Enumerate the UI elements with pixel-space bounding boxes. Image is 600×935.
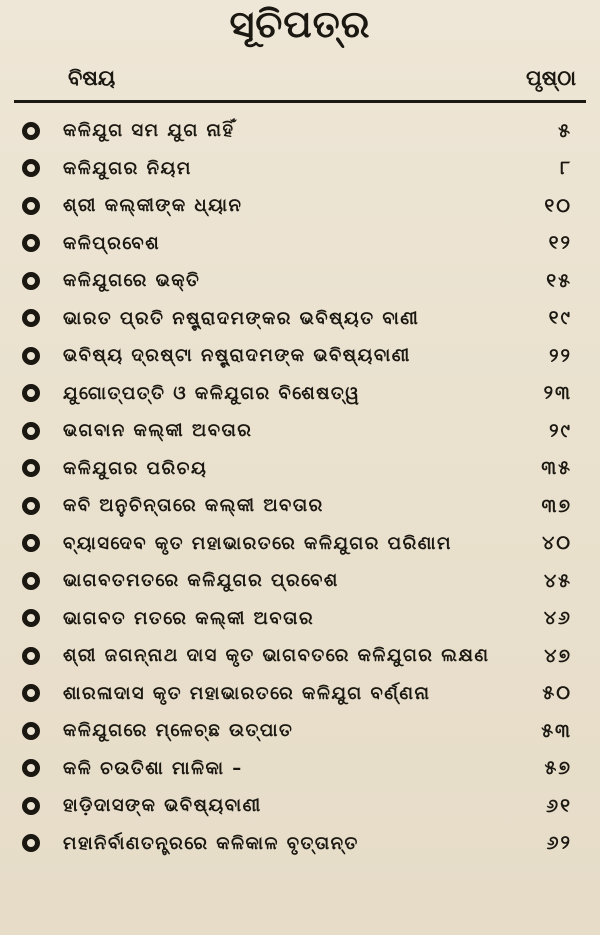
entry-title: ଭଗବାନ କଲ୍କୀ ଅବତାର [63,420,253,442]
entry-page-number: ୧୨ [548,232,572,255]
entry-title: କଳି ଚଉତିଶା ମାଳିକା – [63,757,243,779]
entry-page-number: ୩୫ [541,457,572,480]
entry-title: କଳିଯୁଗରେ ମ୍ଳେଚ୍ଛ ଉତ୍ପାତ [63,720,294,742]
entry-page-number: ୫ [558,119,572,142]
entry-page-number: ୧୦ [544,194,572,217]
bullet-icon [22,347,40,365]
contents-entry [0,712,600,750]
entry-title: କଳିଯୁଗର ନିୟମ [63,157,192,179]
contents-entry [0,750,600,788]
contents-entry [0,637,600,675]
bullet-icon [22,797,40,815]
entry-title: କଳିପ୍ରବେଶ [63,232,161,254]
contents-entry [0,450,600,488]
entry-title: କଳିଯୁଗରେ ଭକ୍ତି [63,270,201,292]
page-title: ସୂଚିପତ୍ର [229,2,371,46]
bullet-icon [22,309,40,327]
bullet-icon [22,422,40,440]
contents-entry [0,225,600,263]
entry-title: କଳିଯୁଗର ପରିଚୟ [63,457,208,479]
subject-column-header: ବିଷୟ [68,66,116,90]
entry-page-number: ୪୦ [542,532,572,555]
entry-title: ଶ୍ରୀ କଲ୍କୀଙ୍କ ଧ୍ୟାନ [63,195,243,217]
bullet-icon [22,834,40,852]
contents-entry [0,412,600,450]
contents-entry [0,487,600,525]
bullet-icon [22,384,40,402]
entry-page-number: ୨୩ [543,382,572,405]
bullet-icon [22,684,40,702]
entry-title: ଭାଗବତ ମତରେ କଲ୍କୀ ଅବତାର [63,607,315,629]
header-divider [14,100,586,103]
contents-entry [0,525,600,563]
bullet-icon [22,459,40,477]
contents-entry [0,675,600,713]
bullet-icon [22,122,40,140]
bullet-icon [22,722,40,740]
entry-page-number: ୬୨ [546,832,572,855]
entry-page-number: ୨୯ [549,419,572,442]
contents-entry [0,112,600,150]
contents-entry [0,562,600,600]
entry-title: ଯୁଗୋତ୍ପତ୍ତି ଓ କଳିଯୁଗର ବିଶେଷତ୍ୱ [63,382,361,404]
page-column-header: ପୃଷ୍ଠା [525,66,576,90]
entry-title: ଶ୍ରୀ ଜଗନ୍ନାଥ ଦାସ କୃତ ଭାଗବତରେ କଳିଯୁଗର ଲକ୍ଷଣ [63,645,490,667]
entry-page-number: ୪୬ [543,607,572,630]
entry-page-number: ୧୫ [546,269,572,292]
bullet-icon [22,272,40,290]
contents-list [0,112,600,862]
entry-title: ହାଡ଼ିଦାସଙ୍କ ଭବିଷ୍ୟବାଣୀ [63,795,262,817]
entry-title: ମହାନିର୍ବାଣତନ୍ତ୍ରରେ କଳିକାଳ ବୃତ୍ତାନ୍ତ [63,832,359,854]
bullet-icon [22,609,40,627]
bullet-icon [22,159,40,177]
contents-entry [0,375,600,413]
entry-page-number: ୬୧ [546,794,572,817]
entry-title: ଭାଗବତମତରେ କଳିଯୁଗର ପ୍ରବେଶ [63,570,339,592]
contents-entry [0,787,600,825]
bullet-icon [22,759,40,777]
entry-page-number: ୫୦ [542,682,572,705]
entry-page-number: ୨୨ [549,344,572,367]
contents-entry [0,187,600,225]
bullet-icon [22,234,40,252]
bullet-icon [22,572,40,590]
contents-entry [0,150,600,188]
entry-page-number: ୩୭ [541,494,572,517]
entry-title: କବି ଅନୁଚିନ୍ତାରେ କଲ୍କୀ ଅବତାର [63,495,324,517]
contents-entry [0,300,600,338]
entry-title: ଭବିଷ୍ୟ ଦ୍ରଷ୍ଟା ନଷ୍ଟ୍ରାଦମଙ୍କ ଭବିଷ୍ୟବାଣୀ [63,345,411,367]
entry-title: ଶାରଳାଦାସ କୃତ ମହାଭାରତରେ କଳିଯୁଗ ବର୍ଣ୍ଣନା [63,682,431,704]
entry-page-number: ୫୭ [544,757,572,780]
entry-page-number: ୮ [560,157,572,180]
bullet-icon [22,534,40,552]
contents-entry [0,600,600,638]
entry-page-number: ୧୯ [548,307,572,330]
entry-title: ଭାରତ ପ୍ରତି ନଷ୍ଟ୍ରାଦମଙ୍କର ଭବିଷ୍ୟତ ବାଣୀ [63,307,420,329]
entry-page-number: ୪୭ [544,644,572,667]
entry-page-number: ୪୫ [543,569,572,592]
bullet-icon [22,497,40,515]
bullet-icon [22,647,40,665]
entry-page-number: ୫୩ [541,719,572,742]
contents-entry [0,825,600,863]
entry-title: କଳିଯୁଗ ସମ ଯୁଗ ନାହିଁ [63,120,235,142]
bullet-icon [22,197,40,215]
entry-title: ବ୍ୟାସଦେବ କୃତ ମହାଭାରତରେ କଳିଯୁଗର ପରିଣାମ [63,532,452,554]
contents-entry [0,337,600,375]
contents-entry [0,262,600,300]
